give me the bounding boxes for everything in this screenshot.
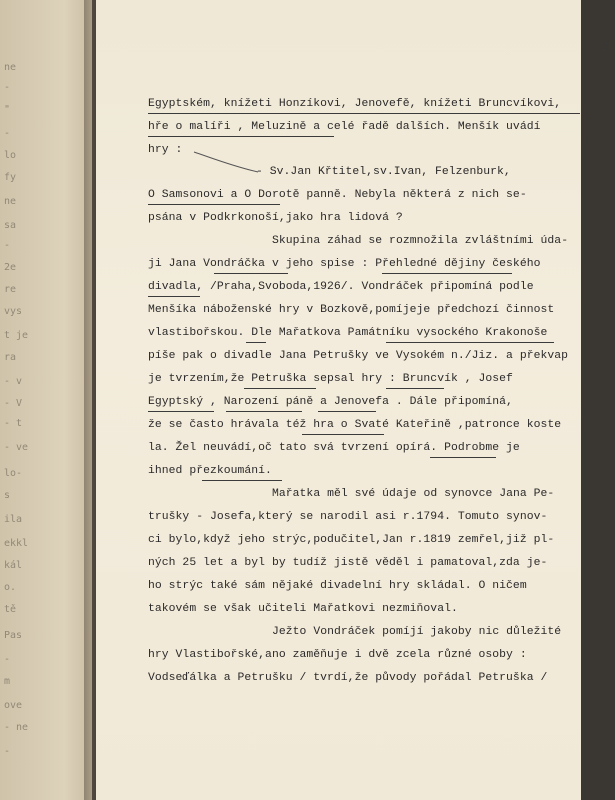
text-line: ho strýc také sám nějaké divadelní hry skládal. O ničem [148,580,527,592]
underline [382,273,512,274]
text-line: psána v Podkrkonoší,jako hra lidová ? [148,212,403,224]
typed-page [96,0,615,800]
underline [430,457,496,458]
underline [246,342,266,343]
underline [302,434,384,435]
text-line: Vodseďálka a Petrušku / tvrdí,že původy pořádal Petruška / [148,672,548,684]
ghost-text: - [4,128,11,139]
text-line: la. Žel neuvádí,oč tato svá tvrzení opírá. Podrobme je [148,442,520,454]
ghost-text: s [4,490,11,501]
ghost-text: - V [4,398,23,409]
ghost-text: ne [4,196,17,207]
ghost-text: - [4,240,11,251]
ghost-text: - [4,746,11,757]
underline [148,113,580,114]
ghost-text: lo- [4,468,23,479]
ghost-text: vys [4,306,23,317]
ghost-text: 2e [4,262,17,273]
text-line: Ježto Vondráček pomíjí jakoby nic důležité [272,626,562,638]
text-line: Egyptský , Narození páně a Jenovefa . Dále připomíná, [148,396,513,408]
ghost-text: - ve [4,442,29,453]
ghost-text: fy [4,172,17,183]
text-line: vlastibořskou. Dle Mařatkova Památníku vysockého Krakonoše [148,327,548,339]
ghost-text: - v [4,376,23,387]
ghost-text: m [4,676,11,687]
ghost-text: - ne [4,722,29,733]
text-line: hry Vlastibořské,ano zaměňuje i dvě zcela různé osoby : [148,649,527,661]
text-line: O Samsonovi a O Dorotě panně. Nebyla některá z nich se- [148,189,527,201]
underline [386,342,554,343]
text-line: ji Jana Vondráčka v jeho spise : Přehledné dějiny českého [148,258,541,270]
text-line: ihned přezkoumání. [148,465,272,477]
ghost-text: sa [4,220,17,231]
underline [226,411,302,412]
text-line: Mařatka měl své údaje od synovce Jana Pe- [272,488,555,500]
underline [386,388,444,389]
text-line: ci bylo,když jeho strýc,podučitel,Jan r.1819 zemřel,již pl- [148,534,555,546]
text-line: trušky - Josefa,který se narodil asi r.1794. Tomuto synov- [148,511,548,523]
underline [244,388,316,389]
text-line: Menšíka náboženské hry v Bozkově,pomíjeje předchozí činnost [148,304,555,316]
previous-page-edge [0,0,92,800]
underline [214,273,288,274]
ghost-text: " [4,104,11,115]
ghost-text: ila [4,514,23,525]
ghost-text: t je [4,330,29,341]
ghost-text: ove [4,700,23,711]
text-line: píše pak o divadle Jana Petrušky ve Vysokém n./Jiz. a překvap [148,350,569,362]
text-line: divadla, /Praha,Svoboda,1926/. Vondráček připomíná podle [148,281,534,293]
ghost-text: lo [4,150,17,161]
text-line: Skupina záhad se rozmnožila zvláštními úda- [272,235,569,247]
ghost-text: kál [4,560,23,571]
text-line: hře o malíři , Meluzině a celé řadě dalších. Menšík uvádí [148,121,541,133]
text-line: takovém se však učiteli Mařatkovi nezmiňoval. [148,603,458,615]
underline [148,136,334,137]
handwritten-arrow-mark [192,150,262,180]
text-line: ných 25 let a byl by tudíž jistě věděl i pamatoval,zda je- [148,557,548,569]
ghost-text: Pas [4,630,23,641]
underline [318,411,376,412]
underline [148,204,280,205]
underline [148,411,214,412]
ghost-text: - t [4,418,23,429]
ghost-text: ne [4,62,17,73]
text-line: - Sv.Jan Křtitel,sv.Ivan, Felzenburk, [256,166,511,178]
text-line: Egyptském, knížeti Honzíkovi, Jenovefě, knížeti Bruncvíkovi, [148,98,562,110]
ghost-text: tě [4,604,17,615]
page-number: 20 [601,40,615,54]
text-line: hry : [148,144,183,156]
text-line: že se často hrávala též hra o Svaté Kateřině ,patronce koste [148,419,562,431]
ghost-text: ra [4,352,17,363]
ghost-text: - [4,82,11,93]
underline [202,480,282,481]
ghost-text: - [4,654,11,665]
ghost-text: re [4,284,17,295]
ghost-text: ekkl [4,538,29,549]
ghost-text: o. [4,582,17,593]
underline [148,296,200,297]
text-line: je tvrzením,že Petruška sepsal hry : Bruncvík , Josef [148,373,513,385]
